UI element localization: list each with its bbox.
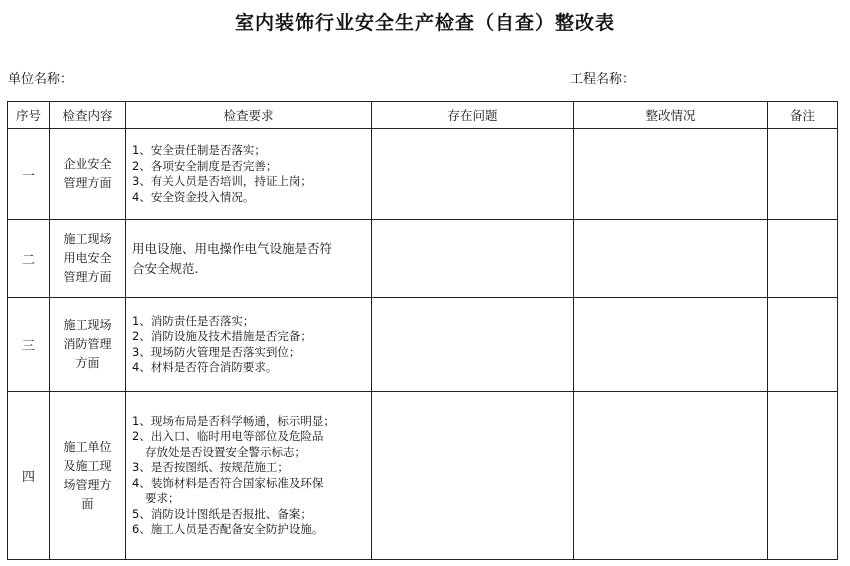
requirement-item: 6、施工人员是否配备安全防护设施。 (132, 522, 324, 536)
requirement-item: 3、有关人员是否培训，持证上岗； (132, 174, 312, 188)
rectification-cell[interactable] (574, 298, 768, 392)
requirement-item: 1、现场布局是否科学畅通，标示明显； (132, 413, 335, 428)
requirement-item: 4、安全资金投入情况。 (132, 189, 255, 204)
header-content: 检查内容 (50, 102, 126, 129)
requirement-item: 2、出入口、临时用电等部位及危险品 (132, 429, 324, 443)
row-seq: 二 (8, 220, 50, 298)
row-category (50, 220, 126, 298)
issues-cell[interactable] (372, 129, 574, 220)
project-name-label: 工程名称： (570, 72, 636, 87)
remarks-cell[interactable] (768, 220, 838, 298)
remarks-cell[interactable] (768, 129, 838, 220)
unit-name-label: 单位名称： (8, 72, 74, 87)
requirement-item: 用电设施、用电操作电气设施是否符 (132, 240, 333, 256)
category-line: 企业安全 (63, 157, 112, 171)
requirement-item: 1、消防责任是否落实； (132, 313, 255, 328)
issues-cell[interactable] (372, 392, 574, 560)
table-row (8, 298, 838, 392)
category-line: 及施工现 (63, 458, 112, 473)
requirement-item: 4、材料是否符合消防要求。 (132, 360, 278, 374)
header-requirements: 检查要求 (126, 102, 372, 129)
category-line: 用电安全 (63, 251, 112, 265)
issues-cell[interactable] (372, 298, 574, 392)
table-header-row (8, 102, 838, 129)
row-seq: 三 (8, 298, 50, 392)
row-requirements (126, 220, 372, 298)
category-line: 施工现场 (63, 232, 112, 246)
requirement-item: 存放处是否设置安全警示标志； (145, 444, 306, 459)
rectification-cell[interactable] (574, 392, 768, 560)
requirement-item: 1、安全责任制是否落实； (132, 143, 266, 157)
requirement-item: 合安全规范. (132, 260, 199, 276)
remarks-cell[interactable] (768, 392, 838, 560)
row-requirements (126, 298, 372, 392)
row-category (50, 392, 126, 560)
category-line: 施工现场 (63, 318, 112, 332)
requirement-item: 2、各项安全制度是否完善； (132, 158, 278, 173)
category-line: 面 (81, 496, 94, 511)
requirement-item: 5、消防设计图纸是否报批、备案； (132, 506, 312, 521)
row-requirements (126, 129, 372, 220)
row-seq: 四 (8, 392, 50, 560)
table-row (8, 392, 838, 560)
remarks-cell[interactable] (768, 298, 838, 392)
table-row (8, 220, 838, 298)
header-rectification: 整改情况 (574, 102, 768, 129)
requirement-item: 2、消防设施及技术措施是否完备； (132, 329, 312, 343)
requirement-item: 要求； (145, 491, 180, 505)
table-row (8, 129, 838, 220)
category-line: 消防管理 (63, 337, 112, 351)
rectification-cell[interactable] (574, 129, 768, 220)
category-line: 方面 (75, 356, 100, 370)
row-seq: 一 (8, 129, 50, 220)
category-line: 场管理方 (63, 477, 112, 492)
category-line: 管理方面 (63, 176, 112, 190)
row-category (50, 298, 126, 392)
page-title: 室内装饰行业安全生产检查（自查）整改表 (234, 12, 615, 34)
header-seq: 序号 (8, 102, 50, 129)
requirement-item: 3、现场防火管理是否落实到位； (132, 344, 301, 359)
header-issues: 存在问题 (372, 102, 574, 129)
row-requirements (126, 392, 372, 560)
row-category (50, 129, 126, 220)
category-line: 施工单位 (63, 439, 112, 454)
requirement-item: 3、是否按图纸、按规范施工； (132, 460, 289, 474)
requirement-item: 4、装饰材料是否符合国家标准及环保 (132, 475, 324, 490)
inspection-table (7, 101, 838, 560)
category-line: 管理方面 (63, 270, 112, 284)
header-remarks: 备注 (768, 102, 838, 129)
rectification-cell[interactable] (574, 220, 768, 298)
issues-cell[interactable] (372, 220, 574, 298)
